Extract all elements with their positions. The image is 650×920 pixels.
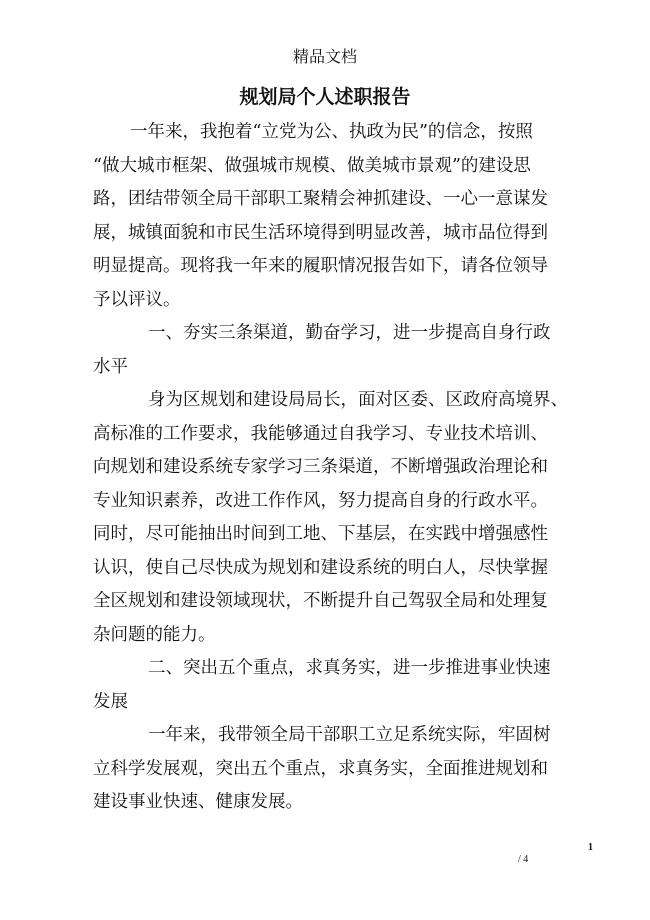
body-line: 认识，使自己尽快成为规划和建设系统的明白人，尽快掌握	[93, 558, 548, 578]
body-line: 立科学发展观，突出五个重点，求真务实，全面推进规划和	[93, 759, 548, 779]
body-line: 予以评议。	[93, 290, 181, 310]
body-line: 专业知识素养，改进工作作风，努力提高自身的行政水平。	[93, 491, 548, 511]
document-title: 规划局个人述职报告	[239, 86, 411, 108]
body-line: 一年来，我带领全局干部职工立足系统实际，牢固树	[148, 725, 551, 745]
body-line: 同时，尽可能抽出时间到工地、下基层，在实践中增强感性	[93, 524, 548, 544]
page-number: 1	[588, 842, 593, 853]
body-line: 全区规划和建设领域现状，不断提升自己驾驭全局和处理复	[93, 591, 548, 611]
body-line: 身为区规划和建设局局长，面对区委、区政府高境界、	[148, 390, 568, 410]
section-heading-line: 水平	[93, 357, 128, 377]
page-header: 精品文档	[292, 47, 357, 66]
section-heading-line: 发展	[93, 692, 128, 712]
body-line: 一年来，我抱着“立党为公、执政为民”的信念，按照	[130, 122, 533, 142]
body-line: 高标准的工作要求，我能够通过自我学习、专业技术培训、	[93, 424, 548, 444]
body-line: 杂问题的能力。	[93, 625, 216, 645]
body-line: 明显提高。现将我一年来的履职情况报告如下，请各位领导	[93, 256, 548, 276]
section-heading-line: 一、夯实三条渠道，勤奋学习，进一步提高自身行政	[148, 323, 551, 343]
body-line: 展，城镇面貌和市民生活环境得到明显改善，城市品位得到	[93, 223, 548, 243]
section-heading-line: 二、突出五个重点，求真务实，进一步推进事业快速	[148, 658, 551, 678]
page-total: / 4	[518, 854, 529, 865]
body-line: “做大城市框架、做强城市规模、做美城市景观”的建设思	[93, 156, 531, 176]
body-line: 路，团结带领全局干部职工聚精会神抓建设、一心一意谋发	[93, 189, 548, 209]
body-line: 建设事业快速、健康发展。	[93, 792, 303, 812]
body-line: 向规划和建设系统专家学习三条渠道，不断增强政治理论和	[93, 457, 548, 477]
